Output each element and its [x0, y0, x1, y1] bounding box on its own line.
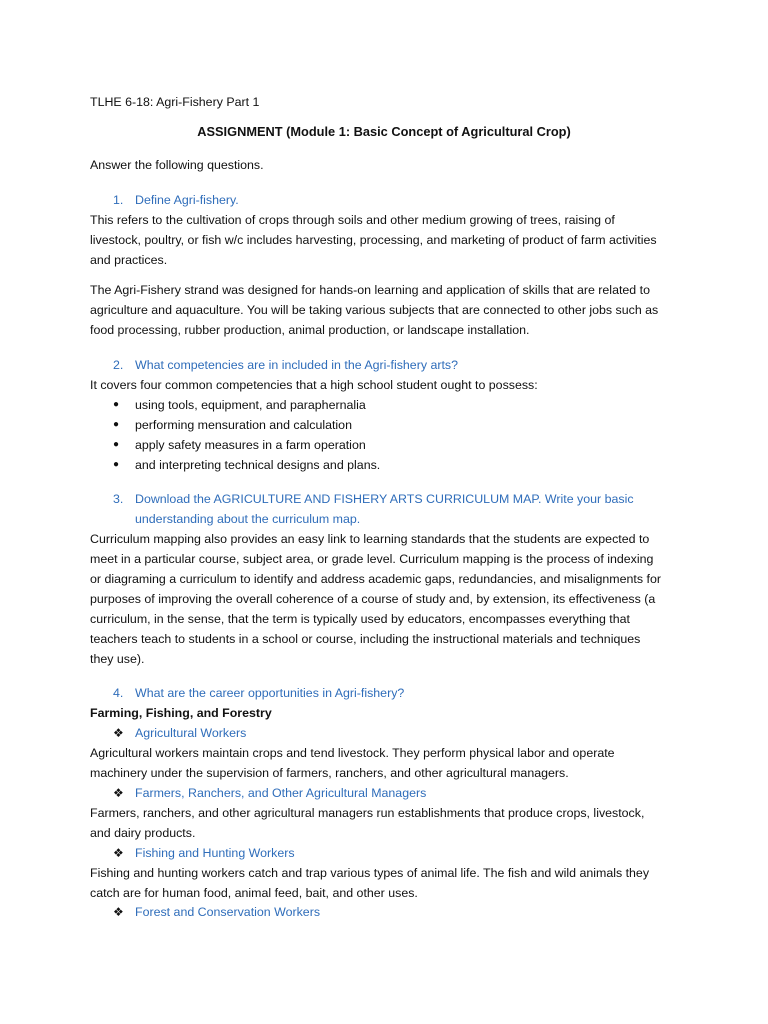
- answer-1-paragraph-2-line: food processing, rubber production, animal production, or landscape installation.: [90, 323, 530, 337]
- answer-1-line: This refers to the cultivation of crops through soils and other medium growing of trees, raising of: [90, 213, 615, 227]
- career-title: Forest and Conservation Workers: [135, 905, 321, 919]
- career-description-line: Agricultural workers maintain crops and tend livestock. They perform physical labor and operate: [90, 746, 615, 760]
- answer-1-paragraph-2-line: agriculture and aquaculture. You will be taking various subjects that are connected to other jobs such as: [90, 303, 659, 317]
- course-title: TLHE 6-18: Agri-Fishery Part 1: [90, 95, 260, 109]
- assignment-title: ASSIGNMENT (Module 1: Basic Concept of Agricultural Crop): [197, 124, 571, 139]
- career-description-line: and dairy products.: [90, 826, 196, 840]
- answer-3-line: teachers teach to students in a school or course, including the instructional materials and techniques: [90, 632, 641, 646]
- competency-item: performing mensuration and calculation: [135, 418, 352, 432]
- section-heading: Farming, Fishing, and Forestry: [90, 706, 272, 720]
- question-3-text-line: Download the AGRICULTURE AND FISHERY ARTS CURRICULUM MAP. Write your basic: [135, 492, 634, 506]
- diamond-bullet-icon: ❖: [113, 905, 124, 919]
- question-3-text-line: understanding about the curriculum map.: [135, 512, 361, 526]
- bullet-icon: ●: [113, 419, 120, 430]
- answer-3-line: they use).: [90, 652, 145, 666]
- answer-1-line: livestock, poultry, or fish w/c includes harvesting, processing, and marketing of product of farm activities: [90, 233, 657, 247]
- question-4-number: 4.: [113, 686, 124, 700]
- question-2-number: 2.: [113, 358, 124, 372]
- diamond-bullet-icon: ❖: [113, 846, 124, 860]
- answer-1-paragraph-2-line: The Agri-Fishery strand was designed for hands-on learning and application of skills that are related to: [90, 283, 650, 297]
- bullet-icon: ●: [113, 399, 120, 410]
- career-title: Farmers, Ranchers, and Other Agricultural Managers: [135, 786, 427, 800]
- career-description-line: Fishing and hunting workers catch and trap various types of animal life. The fish and wild animals they: [90, 866, 650, 880]
- bullet-icon: ●: [113, 439, 120, 450]
- competency-item: apply safety measures in a farm operation: [135, 438, 366, 452]
- competency-item: and interpreting technical designs and plans.: [135, 458, 381, 472]
- career-title: Agricultural Workers: [135, 726, 247, 740]
- career-title: Fishing and Hunting Workers: [135, 846, 295, 860]
- career-description-line: machinery under the supervision of farmers, ranchers, and other agricultural managers.: [90, 766, 569, 780]
- career-description-line: catch are for human food, animal feed, bait, and other uses.: [90, 886, 418, 900]
- instructions: Answer the following questions.: [90, 158, 264, 172]
- question-2-text: What competencies are in included in the Agri-fishery arts?: [135, 358, 459, 372]
- bullet-icon: ●: [113, 459, 120, 470]
- question-1-number: 1.: [113, 193, 124, 207]
- question-3-number: 3.: [113, 492, 124, 506]
- question-4-text: What are the career opportunities in Agri-fishery?: [135, 686, 405, 700]
- answer-2-intro: It covers four common competencies that a high school student ought to possess:: [90, 378, 538, 392]
- diamond-bullet-icon: ❖: [113, 726, 124, 740]
- answer-1-line: and practices.: [90, 253, 168, 267]
- question-1-text: Define Agri-fishery.: [135, 193, 239, 207]
- competency-item: using tools, equipment, and paraphernalia: [135, 398, 366, 412]
- diamond-bullet-icon: ❖: [113, 786, 124, 800]
- career-description-line: Farmers, ranchers, and other agricultural managers run establishments that produce crops, livestock,: [90, 806, 645, 820]
- answer-3-line: meet in a particular course, subject area, or grade level. Curriculum mapping is the process of indexing: [90, 552, 654, 566]
- answer-3-line: purposes of improving the overall coherence of a course of study and, by extension, its effectiveness (a: [90, 592, 656, 606]
- answer-3-line: Curriculum mapping also provides an easy link to learning standards that the students are expected to: [90, 532, 650, 546]
- answer-3-line: or diagraming a curriculum to identify and address academic gaps, redundancies, and misalignments for: [90, 572, 661, 586]
- answer-3-line: curriculum, in the sense, that the term is typically used by educators, encompasses everything that: [90, 612, 630, 626]
